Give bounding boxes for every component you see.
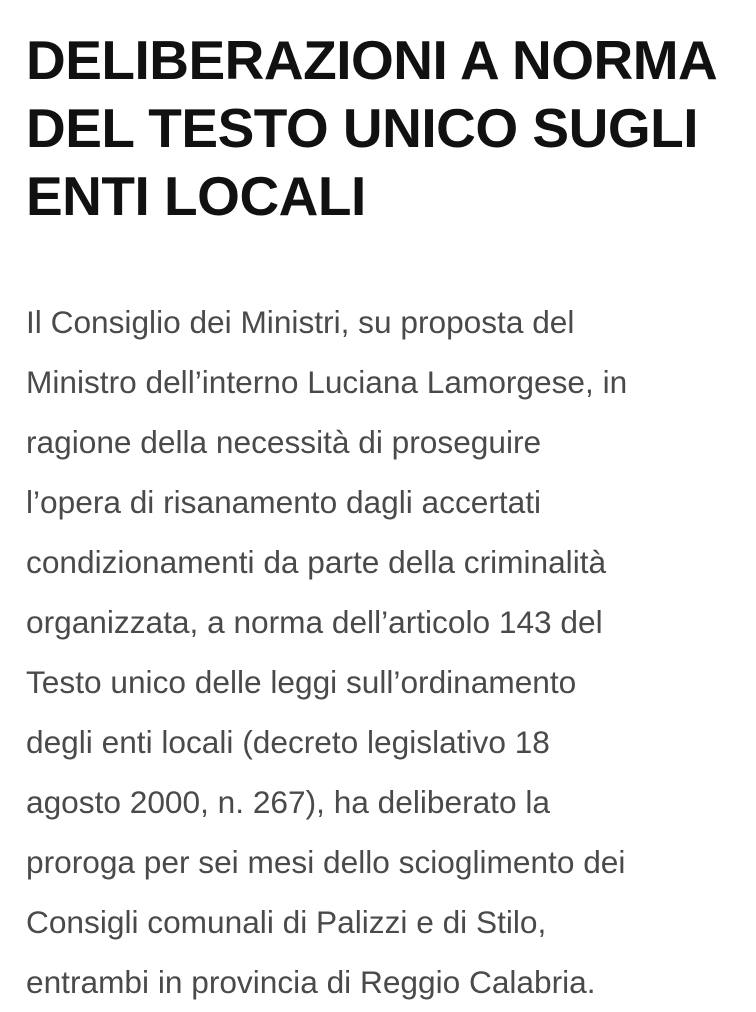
body-line: condizionamenti da parte della criminalità xyxy=(26,544,607,580)
body-line: proroga per sei mesi dello scioglimento dei xyxy=(26,844,626,880)
article-body xyxy=(26,292,756,1012)
title-line: ENTI LOCALI xyxy=(26,165,366,227)
title-line: DELIBERAZIONI A NORMA xyxy=(26,29,718,91)
body-line: Consigli comunali di Palizzi e di Stilo, xyxy=(26,904,547,940)
body-line: Ministro dell’interno Luciana Lamorgese, in xyxy=(26,364,628,400)
article-title xyxy=(26,26,740,230)
body-line: l’opera di risanamento dagli accertati xyxy=(26,484,542,520)
title-line: DEL TESTO UNICO SUGLI xyxy=(26,97,698,159)
article xyxy=(26,26,740,1000)
body-line: Il Consiglio dei Ministri, su proposta del xyxy=(26,304,575,340)
body-line: agosto 2000, n. 267), ha deliberato la xyxy=(26,784,550,820)
body-line: degli enti locali (decreto legislativo 18 xyxy=(26,724,550,760)
body-line: Testo unico delle leggi sull’ordinamento xyxy=(26,664,577,700)
body-line: entrambi in provincia di Reggio Calabria. xyxy=(26,964,596,1000)
body-line: organizzata, a norma dell’articolo 143 del xyxy=(26,604,603,640)
body-line: ragione della necessità di proseguire xyxy=(26,424,542,460)
